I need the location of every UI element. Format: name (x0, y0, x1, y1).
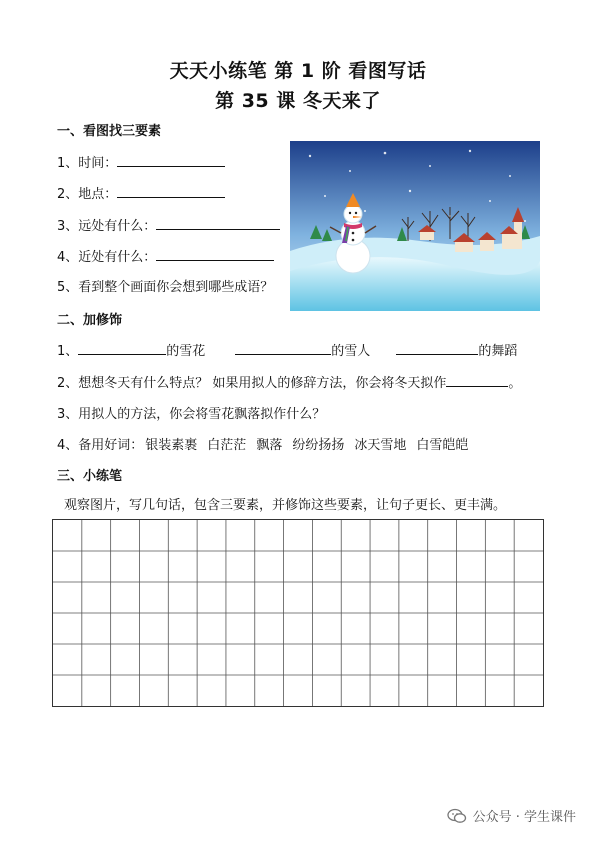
question-near-label: 4、近处有什么： (57, 250, 157, 265)
winter-snowman-picture (290, 141, 540, 311)
modifier-q1-prefix: 1、 (57, 344, 79, 359)
section2-heading: 二、加修饰 (57, 313, 123, 328)
question-far (57, 215, 280, 234)
modifier-q1-snowman: 的雪人 (331, 344, 371, 359)
modifier-q2-end: 。 (508, 376, 522, 391)
title-line1: 天天小练笔 第 1 阶 看图写话 (169, 60, 427, 82)
answer-blank-time[interactable] (117, 154, 225, 167)
vocab-label: 4、备用好词： (57, 438, 144, 453)
title-line2: 第 35 课 冬天来了 (215, 90, 381, 112)
question-near (57, 246, 274, 265)
question-idioms: 5、看到整个画面你会想到哪些成语？ (57, 280, 274, 295)
question-place-label: 2、地点： (57, 187, 118, 202)
section3-heading: 三、小练笔 (57, 469, 123, 484)
writing-instruction: 观察图片，写几句话，包含三要素，并修饰这些要素，让句子更长、更丰满。 (64, 498, 507, 513)
modifier-question-1 (57, 340, 517, 359)
answer-blank-dance[interactable] (396, 342, 478, 355)
vocab-word: 白茫茫 (207, 438, 247, 453)
watermark (447, 806, 576, 825)
wechat-icon (447, 808, 467, 824)
vocab-line (57, 434, 478, 453)
vocab-word: 纷纷扬扬 (292, 438, 345, 453)
writing-grid[interactable] (52, 519, 544, 707)
modifier-question-3: 3、用拟人的方法，你会将雪花飘落拟作什么？ (57, 407, 326, 422)
answer-blank-snowflake[interactable] (78, 342, 166, 355)
answer-blank-near[interactable] (156, 248, 274, 261)
vocab-word: 白雪皑皑 (416, 438, 469, 453)
question-time (57, 152, 225, 171)
question-far-label: 3、远处有什么： (57, 219, 157, 234)
answer-blank-place[interactable] (117, 185, 225, 198)
question-place (57, 183, 225, 202)
modifier-q1-snowflake: 的雪花 (166, 344, 206, 359)
section1-heading: 一、看图找三要素 (57, 124, 162, 139)
vocab-word: 银装素裹 (145, 438, 198, 453)
question-time-label: 1、时间： (57, 156, 118, 171)
answer-blank-personify-winter[interactable] (446, 374, 508, 387)
vocab-word: 飘落 (256, 438, 283, 453)
vocab-word: 冰天雪地 (354, 438, 407, 453)
answer-blank-snowman[interactable] (235, 342, 331, 355)
modifier-q2-text: 2、想想冬天有什么特点？ 如果用拟人的修辞方法，你会将冬天拟作 (57, 376, 447, 391)
writing-grid-lines (53, 520, 543, 706)
modifier-q1-dance: 的舞蹈 (478, 344, 518, 359)
watermark-text: 公众号 · 学生课件 (472, 810, 576, 825)
modifier-question-2 (57, 372, 521, 391)
answer-blank-far[interactable] (156, 217, 280, 230)
